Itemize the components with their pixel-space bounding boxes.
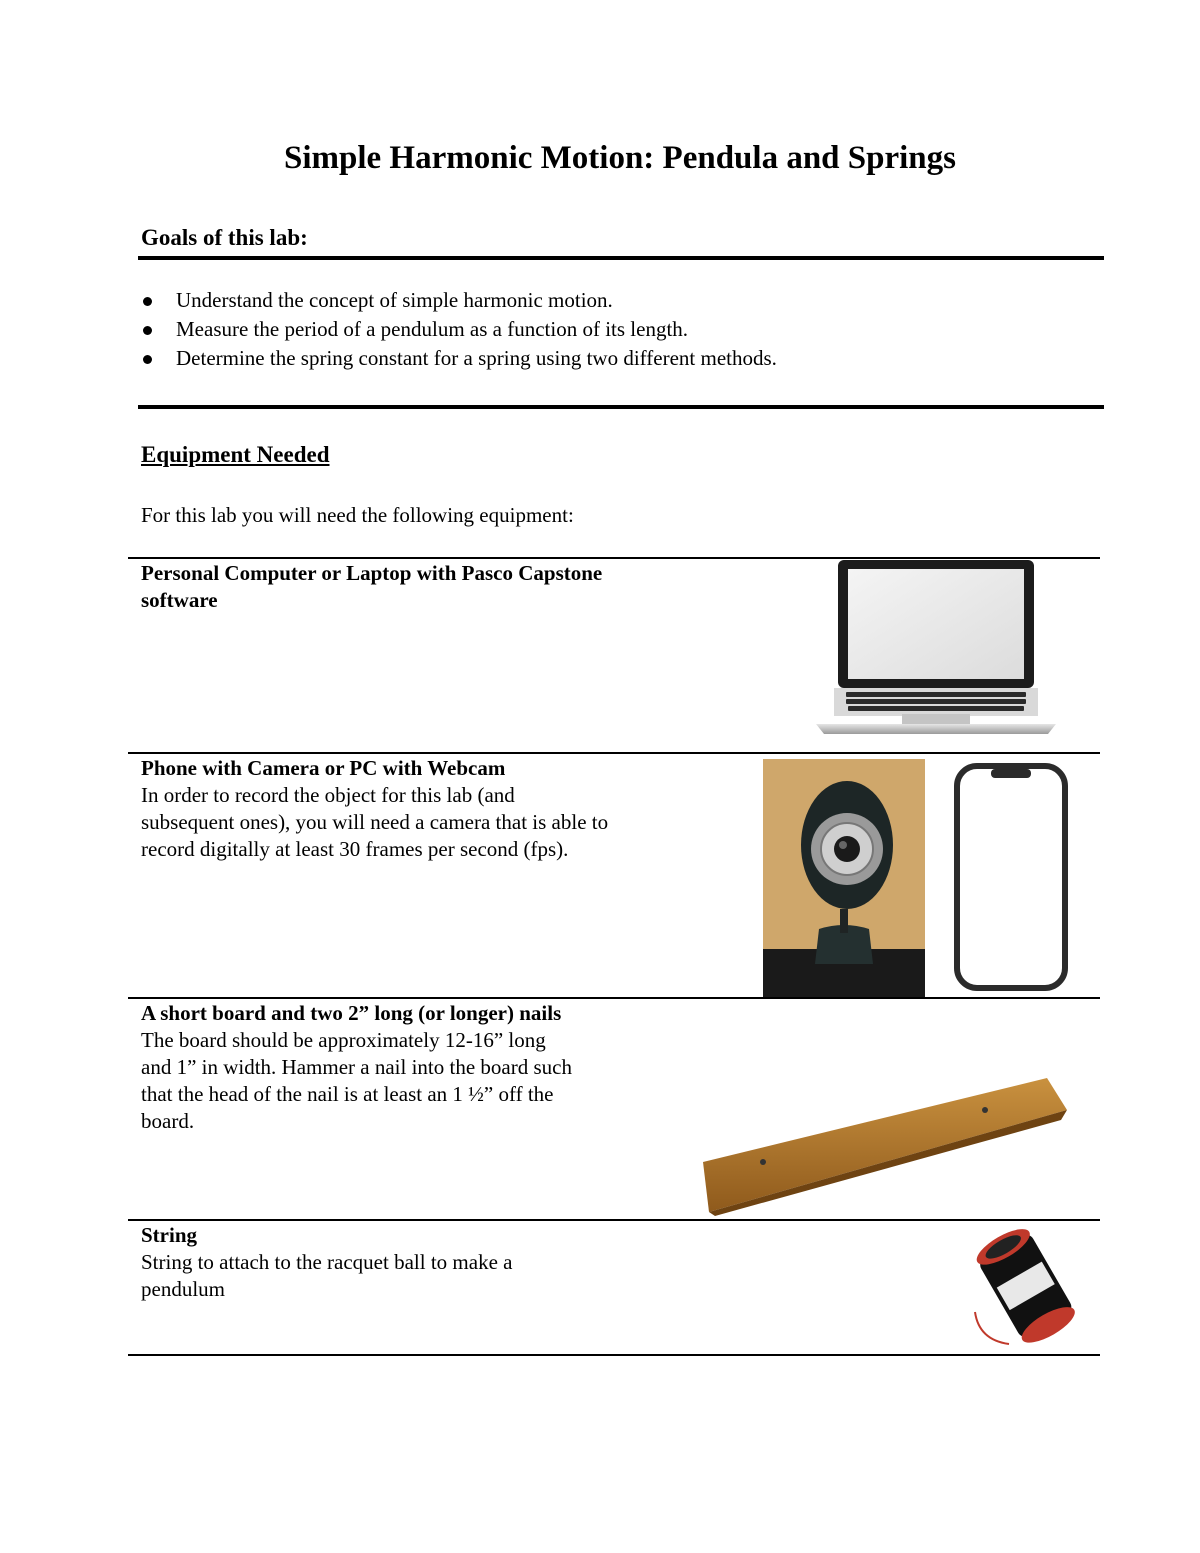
equipment-table-bottom-rule: [128, 1354, 1100, 1356]
goal-item: Determine the spring constant for a spring using two different methods.: [141, 344, 777, 373]
webcam-image: [763, 759, 925, 997]
equipment-name: A short board and two 2” long (or longer) nails: [141, 1001, 562, 1025]
equipment-name: String: [141, 1223, 198, 1247]
board-image: [695, 1070, 1075, 1220]
equipment-description: In order to record the object for this lab (and subsequent ones), you will need a camera that is able to record digitally at least 30 frames per second (fps).: [141, 783, 609, 861]
equipment-description: The board should be approximately 12-16” long and 1” in width. Hammer a nail into the board such that the head of the nail is at least an 1 ½” off the board.: [141, 1028, 572, 1133]
equipment-description: String to attach to the racquet ball to make a pendulum: [141, 1250, 513, 1301]
goals-bottom-rule: [138, 405, 1104, 409]
equipment-item-camera: [141, 755, 611, 863]
goal-item: Measure the period of a pendulum as a function of its length.: [141, 315, 777, 344]
phone-image: [953, 763, 1071, 993]
goals-top-rule: [138, 256, 1104, 260]
goals-heading: Goals of this lab:: [141, 225, 308, 250]
equipment-row-divider: [128, 752, 1100, 754]
equipment-row-divider: [128, 1219, 1100, 1221]
goal-item: Understand the concept of simple harmonic motion.: [141, 286, 777, 315]
equipment-row-divider: [128, 997, 1100, 999]
laptop-image: [812, 558, 1060, 748]
equipment-heading: Equipment Needed: [141, 442, 330, 467]
page-title: Simple Harmonic Motion: Pendula and Springs: [283, 140, 956, 176]
equipment-intro: For this lab you will need the following equipment:: [141, 503, 574, 527]
equipment-item-computer: [141, 560, 611, 614]
equipment-item-board: [141, 1000, 581, 1135]
goals-list: [141, 286, 777, 373]
equipment-name: Personal Computer or Laptop with Pasco Capstone software: [141, 561, 603, 612]
spool-image: [965, 1222, 1090, 1347]
equipment-name: Phone with Camera or PC with Webcam: [141, 756, 506, 780]
equipment-item-string: [141, 1222, 581, 1303]
